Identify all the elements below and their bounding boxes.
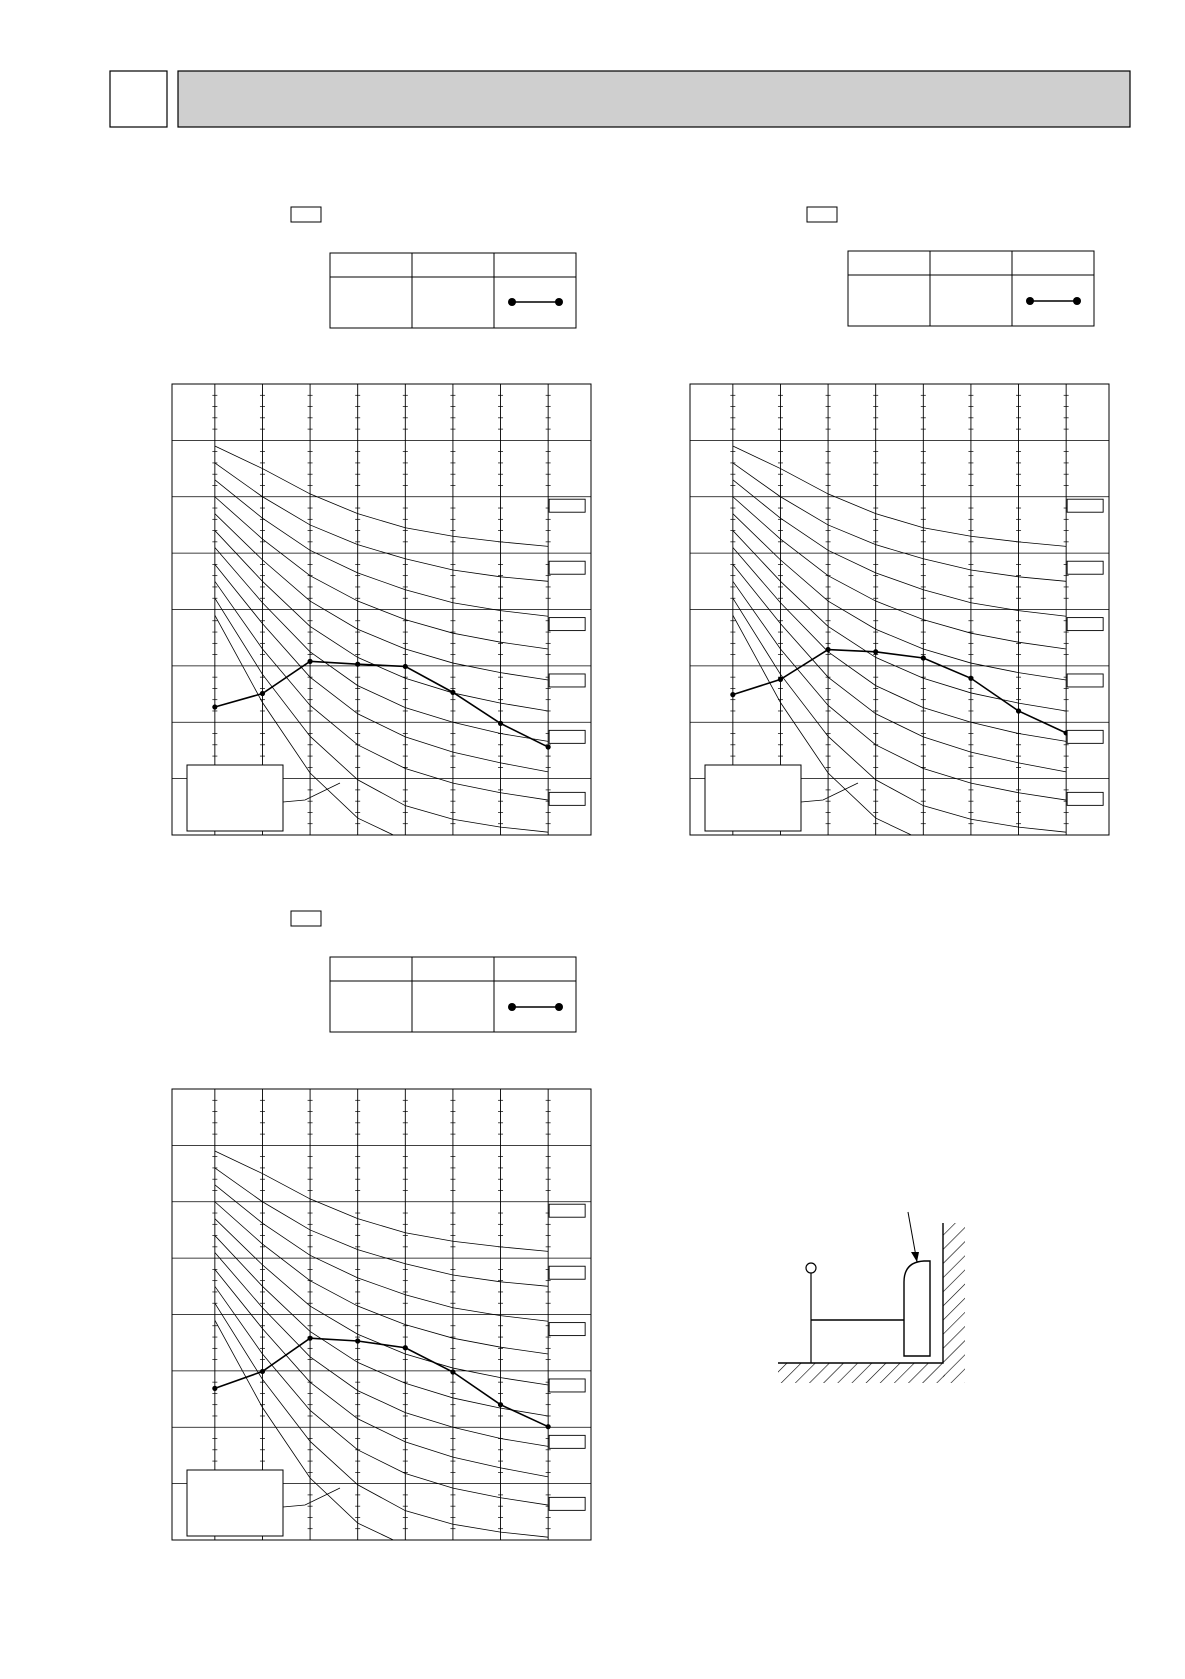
microphone-icon [806, 1263, 816, 1273]
curve-label-box [1067, 674, 1103, 687]
legend-table [330, 957, 576, 1032]
note-group [187, 1470, 340, 1536]
caption-box [807, 207, 837, 222]
data-point [260, 1369, 265, 1374]
legend-series-marker [555, 298, 563, 306]
curve-label-box [549, 1204, 585, 1217]
data-point [355, 1338, 360, 1343]
data-point [873, 649, 878, 654]
legend-series-marker [508, 1003, 516, 1011]
legend-series-marker [555, 1003, 563, 1011]
data-point [212, 704, 217, 709]
curve-label-box [549, 730, 585, 743]
data-point [450, 690, 455, 695]
series-line [733, 650, 1066, 733]
legend-table [848, 251, 1094, 326]
nc-reference-curve [733, 463, 1066, 581]
nc-reference-curve [733, 446, 1066, 546]
indoor-unit-icon [904, 1261, 930, 1356]
nc-reference-curve [215, 446, 548, 546]
caption-box [291, 911, 321, 926]
legend-series-marker [508, 298, 516, 306]
data-point [355, 662, 360, 667]
data-point [307, 659, 312, 664]
page-header [110, 71, 1130, 127]
nc-reference-curve [215, 514, 548, 680]
nc-reference-curve [215, 1168, 548, 1286]
data-point [403, 664, 408, 669]
data-point [450, 1369, 455, 1374]
data-point [307, 1336, 312, 1341]
curve-label-box [1067, 730, 1103, 743]
legend-series-marker [1073, 297, 1081, 305]
data-point [260, 691, 265, 696]
curve-label-box [549, 618, 585, 631]
curve-label-box [549, 1323, 585, 1336]
curve-label-box [549, 561, 585, 574]
data-point [730, 692, 735, 697]
data-point [968, 676, 973, 681]
note-leader-line [801, 783, 858, 802]
installation-diagram [778, 1212, 965, 1383]
arrow-head-icon [911, 1252, 919, 1262]
legend-table [330, 253, 576, 328]
nc-reference-curve [215, 1151, 548, 1251]
chart-top-left [172, 207, 591, 846]
data-point [403, 1345, 408, 1350]
curve-label-box [549, 499, 585, 512]
note-leader-line [283, 1488, 340, 1507]
note-group [187, 765, 340, 831]
section-title-bar [178, 71, 1130, 127]
note-group [705, 765, 858, 831]
wall-hatch [943, 1223, 965, 1383]
nc-reference-curve [215, 1219, 548, 1385]
data-point [921, 655, 926, 660]
curve-label-box [549, 674, 585, 687]
data-point [546, 744, 551, 749]
data-point [778, 677, 783, 682]
data-point [498, 721, 503, 726]
curve-label-box [549, 1497, 585, 1510]
data-point [546, 1424, 551, 1429]
series-line [215, 661, 548, 747]
nc-reference-curve [215, 1185, 548, 1321]
curve-label-box [549, 792, 585, 805]
floor-hatch [778, 1363, 945, 1383]
curve-label-box [549, 1379, 585, 1392]
data-point [1016, 708, 1021, 713]
nc-reference-curve [215, 463, 548, 581]
curve-label-box [1067, 499, 1103, 512]
caption-box [291, 207, 321, 222]
data-point [498, 1402, 503, 1407]
curve-label-box [1067, 792, 1103, 805]
nc-reference-curve [215, 480, 548, 616]
section-number-box [110, 71, 167, 127]
note-leader-line [283, 783, 340, 802]
curve-label-box [549, 1266, 585, 1279]
nc-reference-curve [733, 480, 1066, 616]
chart-bottom-left [172, 911, 591, 1551]
note-box [187, 1470, 283, 1536]
curve-label-box [1067, 618, 1103, 631]
legend-series-marker [1026, 297, 1034, 305]
note-box [187, 765, 283, 831]
data-point [212, 1386, 217, 1391]
curve-label-box [549, 1435, 585, 1448]
note-box [705, 765, 801, 831]
chart-top-right [690, 207, 1109, 846]
data-point [825, 647, 830, 652]
curve-label-box [1067, 561, 1103, 574]
